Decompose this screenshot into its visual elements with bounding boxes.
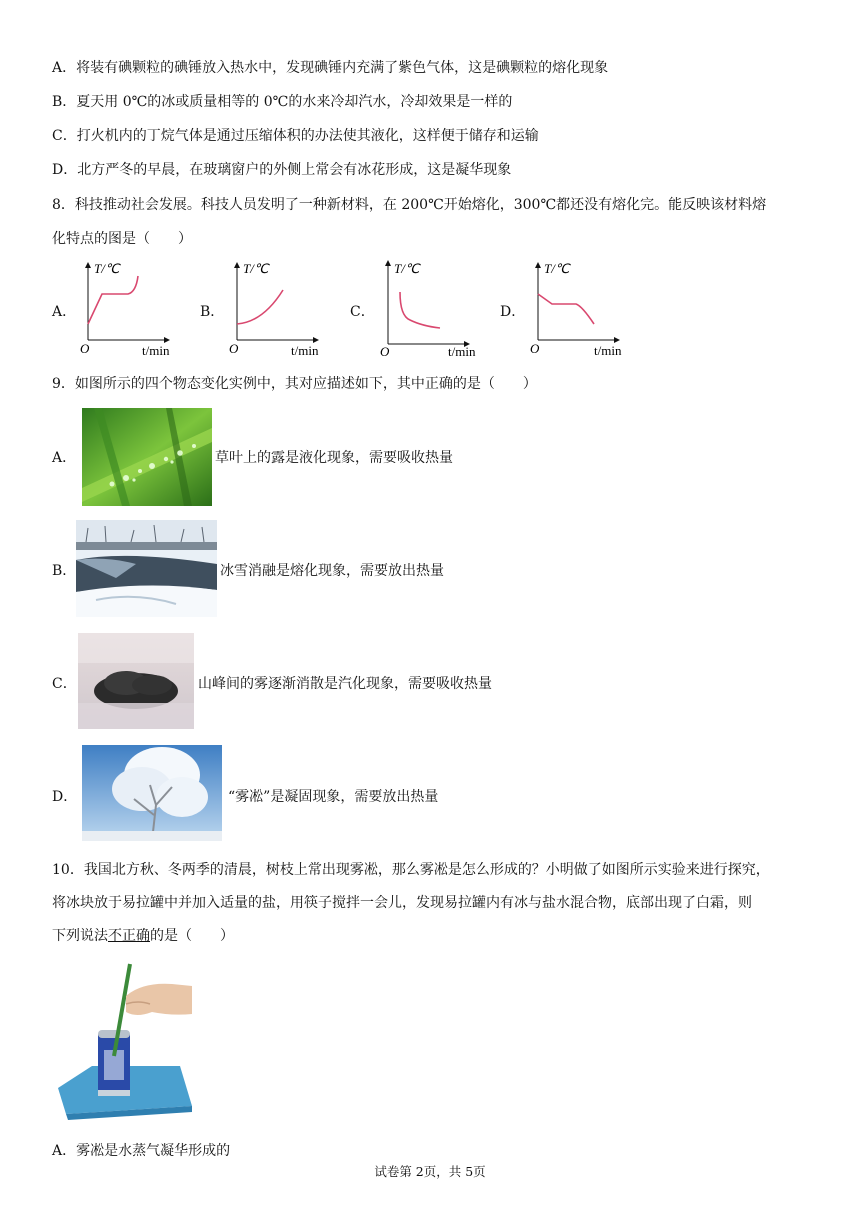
- q9-option-c-label: C．: [52, 676, 77, 692]
- q9-option-b-text: 冰雪消融是熔化现象，需要放出热量: [220, 563, 444, 579]
- q8-curve-d: [538, 294, 594, 324]
- q10-stem-line2: 将冰块放于易拉罐中并加入适量的盐，用筷子搅拌一会儿，发现易拉罐内有冰与盐水混合物，底部出现了白霜，则: [52, 895, 752, 911]
- q7-option-a: A．将装有碘颗粒的碘锤放入热水中，发现碘锤内充满了紫色气体，这是碘颗粒的熔化现象: [52, 60, 609, 76]
- q8-option-b-label: B．: [200, 304, 225, 320]
- q9-image-melting-snow: [76, 520, 217, 617]
- q9-image-rime-tree: [82, 745, 222, 841]
- q8-graph-b-xlabel: t/min: [291, 343, 319, 358]
- q9-option-d-text: “雾凇”是凝固现象，需要放出热量: [228, 789, 439, 805]
- q8-graph-a-xlabel: t/min: [142, 343, 170, 358]
- q8-graph-c-ylabel: T/℃: [394, 261, 420, 276]
- q10-option-a: A．雾凇是水蒸气凝华形成的: [52, 1143, 231, 1159]
- q7-option-b: B．夏天用 0℃的冰或质量相等的 0℃的水来冷却汽水，冷却效果是一样的: [52, 94, 513, 110]
- q7-option-c: C．打火机内的丁烷气体是通过压缩体积的办法使其液化，这样便于储存和运输: [52, 128, 539, 144]
- q7-option-d: D．北方严冬的早晨，在玻璃窗户的外侧上常会有冰花形成，这是凝华现象: [52, 162, 512, 178]
- q8-graph-a: [76, 258, 186, 358]
- q8-graph-c: [376, 258, 486, 358]
- q8-graph-b-origin: O: [229, 341, 239, 356]
- page-footer: 试卷第 2页，共 5页: [374, 1164, 486, 1179]
- q8-graph-d-ylabel: T/℃: [544, 261, 570, 276]
- q8-graph-d-origin: O: [530, 341, 540, 356]
- q9-option-a-text: 草叶上的露是液化现象，需要吸收热量: [215, 450, 453, 466]
- q8-option-d-label: D．: [500, 304, 526, 320]
- q9-option-a-label: A．: [52, 450, 77, 466]
- q8-graph-c-xlabel: t/min: [448, 344, 476, 358]
- q10-underlined-phrase: 不正确: [108, 928, 150, 944]
- q9-image-dew-on-grass: [82, 408, 212, 506]
- q10-stem-line3: 下列说法不正确的是（ ）: [52, 928, 234, 944]
- q9-option-d-label: D．: [52, 789, 78, 805]
- q8-graph-a-origin: O: [80, 341, 90, 356]
- q8-stem-line2: 化特点的图是（ ）: [52, 231, 192, 247]
- q8-curve-c: [400, 292, 440, 328]
- q8-curve-b: [237, 290, 283, 324]
- q8-graph-b-ylabel: T/℃: [243, 261, 269, 276]
- q10-image-can-experiment: [52, 960, 200, 1126]
- q8-graph-b: [225, 258, 335, 358]
- q8-curve-a: [88, 276, 138, 324]
- q8-option-a-label: A．: [52, 304, 77, 320]
- q8-stem-line1: 8．科技推动社会发展。科技人员发明了一种新材料，在 200℃开始熔化，300℃都还没有熔化完。能反映该材料熔: [52, 197, 767, 213]
- q8-graph-d-xlabel: t/min: [594, 343, 622, 358]
- q9-option-b-label: B．: [52, 563, 77, 579]
- q10-stem-line1: 10．我国北方秋、冬两季的清晨，树枝上常出现雾凇，那么雾凇是怎么形成的？小明做了如图所示实验来进行探究，: [52, 862, 770, 878]
- q9-stem: 9．如图所示的四个物态变化实例中，其对应描述如下，其中正确的是（ ）: [52, 376, 537, 392]
- q9-option-c-text: 山峰间的雾逐渐消散是汽化现象，需要吸收热量: [198, 676, 492, 692]
- q8-graph-a-ylabel: T/℃: [94, 261, 120, 276]
- q8-graph-c-origin: O: [380, 344, 390, 358]
- q9-image-fog-tree: [78, 633, 194, 729]
- q8-option-c-label: C．: [350, 304, 375, 320]
- q8-graph-d: [526, 258, 636, 358]
